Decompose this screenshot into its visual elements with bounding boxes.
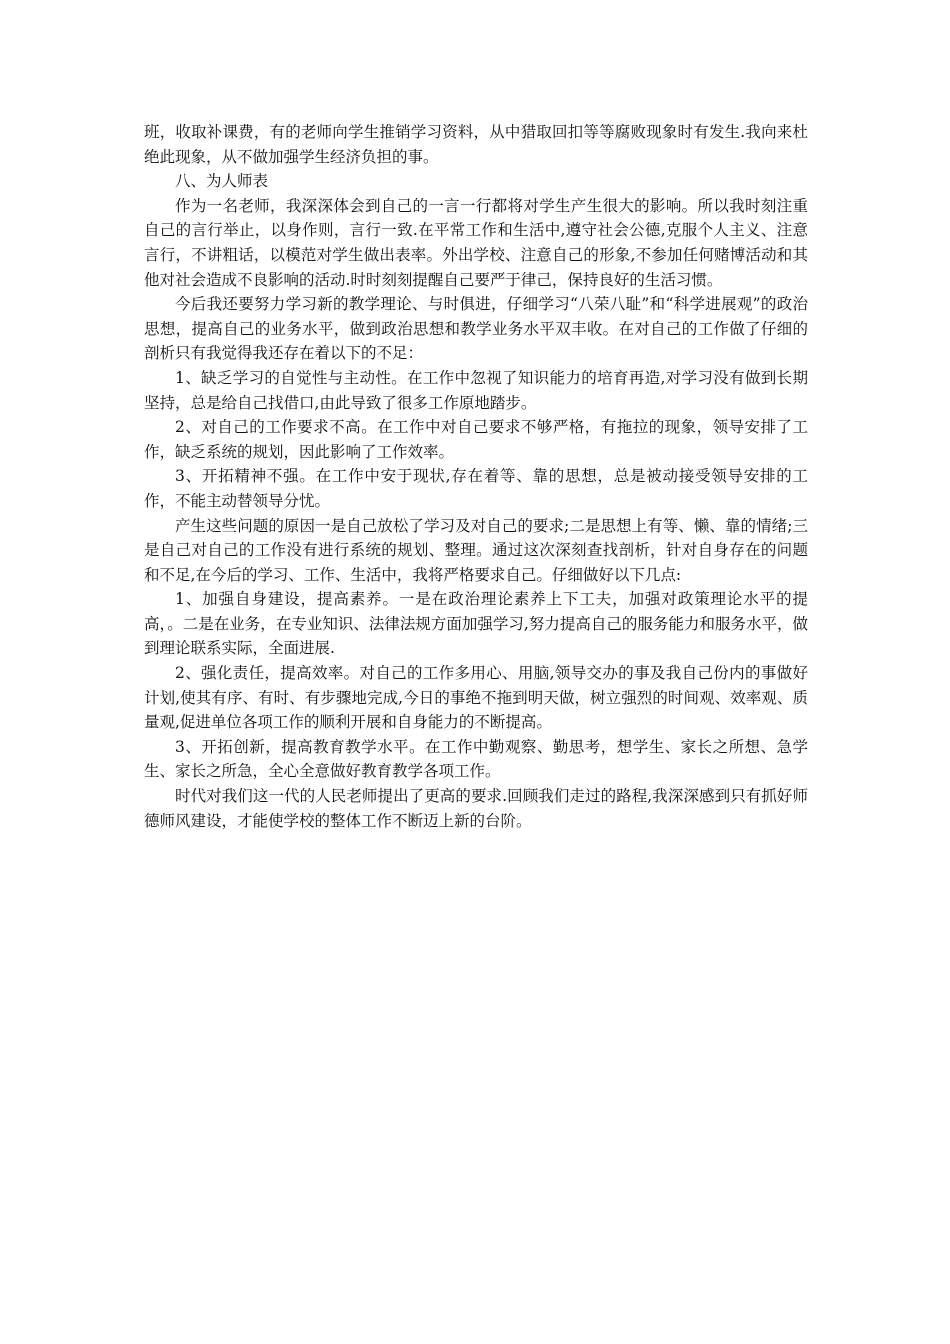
paragraph: 今后我还要努力学习新的教学理论、与时俱进，仔细学习“八荣八耻”和“科学进展观”的政治思想，提高自己的业务水平，做到政治思想和教学业务水平双丰收。在对自己的工作做了仔细的剖析只有我觉得我还存在着以下的不足： [144, 295, 808, 363]
paragraph: 作为一名老师，我深深体会到自己的一言一行都将对学生产生很大的影响。所以我时刻注重自己的言行举止，以身作则，言行一致.在平常工作和生活中,遵守社会公德,克服个人主义、注意言行，不讲粗话，以模范对学生做出表率。外出学校、注意自己的形象,不参加任何赌博活动和其他对社会造成不良影响的活动.时时刻刻提醒自己要严于律己，保持良好的生活习惯。 [144, 196, 808, 289]
list-item: 3、开拓创新，提高教育教学水平。在工作中勤观察、勤思考，想学生、家长之所想、急学生、家长之所急，全心全意做好教育教学各项工作。 [144, 737, 808, 781]
document-body [144, 120, 808, 833]
paragraph: 时代对我们这一代的人民老师提出了更高的要求.回顾我们走过的路程,我深深感到只有抓好师德师风建设，才能使学校的整体工作不断迈上新的台阶。 [144, 787, 808, 830]
list-item: 2、强化责任，提高效率。对自己的工作多用心、用脑,领导交办的事及我自己份内的事做好计划,使其有序、有时、有步骤地完成,今日的事绝不拖到明天做，树立强烈的时间观、效率观、质量观,促进单位各项工作的顺利开展和自身能力的不断提高。 [144, 664, 808, 732]
paragraph: 产生这些问题的原因一是自己放松了学习及对自己的要求;二是思想上有等、懒、靠的情绪;三是自己对自己的工作没有进行系统的规划、整理。通过这次深刻查找剖析，针对自身存在的问题和不足,在今后的学习、工作、生活中，我将严格要求自己。仔细做好以下几点: [144, 516, 808, 584]
list-item: 3、开拓精神不强。在工作中安于现状,存在着等、靠的思想，总是被动接受领导安排的工作，不能主动替领导分忧。 [144, 467, 808, 510]
paragraph-continuation: 班，收取补课费，有的老师向学生推销学习资料，从中猎取回扣等等腐败现象时有发生.我向来杜绝此现象，从不做加强学生经济负担的事。 [144, 123, 808, 166]
list-item: 2、对自己的工作要求不高。在工作中对自己要求不够严格，有拖拉的现象，领导安排了工作，缺乏系统的规划，因此影响了工作效率。 [144, 418, 808, 461]
section-heading: 八、为人师表 [175, 172, 269, 191]
list-item: 1、缺乏学习的自觉性与主动性。在工作中忽视了知识能力的培育再造,对学习没有做到长期坚持，总是给自己找借口,由此导致了很多工作原地踏步。 [144, 368, 808, 412]
list-item: 1、加强自身建设，提高素养。一是在政治理论素养上下工夫，加强对政策理论水平的提高，。二是在业务，在专业知识、法律法规方面加强学习,努力提高自己的服务能力和服务水平，做到理论联系实际，全面进展. [144, 590, 808, 658]
